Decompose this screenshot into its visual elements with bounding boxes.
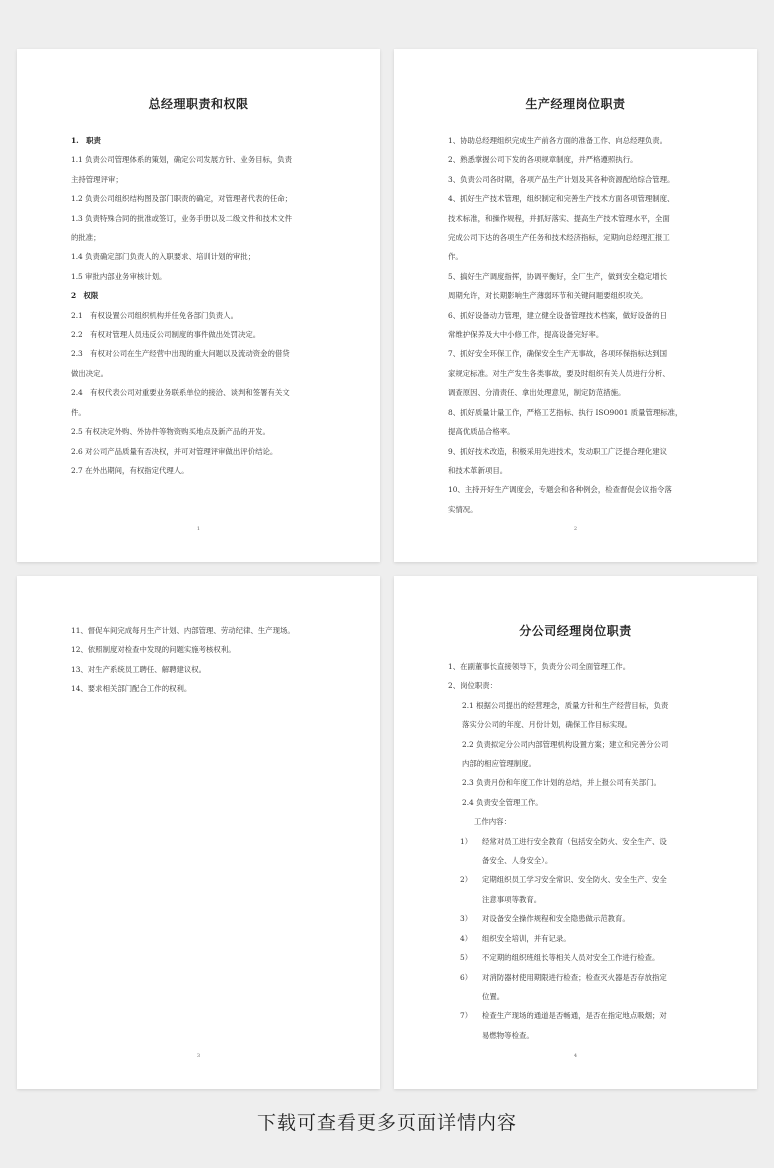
document-page-3 <box>17 576 380 1089</box>
list-item <box>448 832 709 871</box>
text-line: 技术标准，和操作规程，并抓好落实、提高生产技术管理水平，全面 <box>448 213 670 223</box>
list-item <box>448 929 709 948</box>
text-line: 7、抓好安全环保工作，确保安全生产无事故，各项环保指标达到国 <box>448 349 668 359</box>
item-text: 不定期的组织班组长等相关人员对安全工作进行检查。 <box>482 953 660 963</box>
page-number: 2 <box>573 526 578 532</box>
text-line: 工作内容： <box>474 817 511 827</box>
text-line: 2.3 有权对公司在生产经营中出现的重大问题以及流动资金的借贷 <box>71 349 290 359</box>
item-text: 定期组织员工学习安全常识、安全防火、安全生产、安全 <box>482 875 667 885</box>
text-line: 和技术革新项目。 <box>448 465 508 475</box>
text-line: 5、搞好生产调度指挥，协调平衡好，全厂生产，做到安全稳定增长 <box>448 271 668 281</box>
text-line: 9、抓好技术改造，积极采用先进技术，发动职工广泛提合理化建议 <box>448 446 668 456</box>
text-line: 2、熟悉掌握公司下发的各项规章制度，并严格遵照执行。 <box>448 155 638 165</box>
text-line: 2.4 负责安全管理工作。 <box>462 797 543 807</box>
text-line: 6、抓好设备动力管理，建立健全设备管理技术档案，做好设备的日 <box>448 310 668 320</box>
page-body <box>448 131 709 519</box>
page-number: 4 <box>573 1053 578 1059</box>
page-title: 生产经理岗位职责 <box>525 97 626 111</box>
document-page-2 <box>394 49 757 562</box>
item-text: 位置。 <box>482 991 505 1001</box>
text-line: 4、抓好生产技术管理，组织制定和完善生产技术方面各项管理制度、 <box>448 194 675 204</box>
list-item <box>448 909 709 928</box>
text-line: 家规定标准。对生产发生各类事故，要及时组织有关人员进行分析、 <box>448 368 670 378</box>
text-line: 1.1 负责公司管理体系的策划，确定公司发展方针、业务目标，负责 <box>71 155 293 165</box>
text-line: 1、协助总经理组织完成生产前各方面的准备工作、向总经理负责。 <box>448 136 668 145</box>
text-line: 完成公司下达的各项生产任务和技术经济指标，定期向总经理汇报工 <box>448 233 670 243</box>
text-line: 14、要求相关部门配合工作的权利。 <box>71 684 192 694</box>
item-text: 易燃物等检查。 <box>482 1030 534 1040</box>
page-title: 分公司经理岗位职责 <box>519 624 632 638</box>
text-line: 10、主持开好生产调度会，专题会和各种例会，检查督促会议指令落 <box>448 485 672 495</box>
page-body <box>448 657 709 1045</box>
text-line: 11、督促车间完成每月生产计划、内部管理、劳动纪律、生产现场。 <box>71 626 295 635</box>
item-text: 组织安全培训，并有记录。 <box>482 933 571 943</box>
list-item <box>448 968 709 1007</box>
page-body <box>71 621 332 699</box>
text-line: 调查原因、分清责任、拿出处理意见，制定防范措施。 <box>448 388 626 398</box>
list-item <box>448 1006 709 1045</box>
text-line: 2.3 负责月份和年度工作计划的总结，并上报公司有关部门。 <box>462 778 661 788</box>
document-page-1 <box>17 49 380 562</box>
text-line: 2.6 对公司产品质量有否决权，并可对管理评审做出评价结论。 <box>71 446 278 456</box>
item-text: 经常对员工进行安全教育（包括安全防火、安全生产、设 <box>482 836 667 846</box>
text-line: 1.3 负责特殊合同的批准或签订，业务手册以及二级文件和技术文件 <box>71 213 293 223</box>
text-line: 作。 <box>448 252 463 262</box>
text-line: 1.4 负责确定部门负责人的入职要求、培训计划的审批； <box>71 252 256 262</box>
text-line: 1.2 负责公司组织结构图及部门职责的确定，对管理者代表的任命； <box>71 194 293 204</box>
text-line: 做出决定。 <box>71 368 108 378</box>
text-line: 常维护保养及大中小修工作，提高设备完好率。 <box>448 330 604 340</box>
list-item <box>448 948 709 967</box>
text-line: 主持管理评审； <box>71 174 123 184</box>
text-line: 实情况。 <box>448 504 478 514</box>
text-line: 提高优质品合格率。 <box>448 427 515 437</box>
text-line: 2.2 有权对管理人员违反公司制度的事件做出处罚决定。 <box>71 330 261 340</box>
list-item <box>448 870 709 909</box>
section-heading: 1. 职责 <box>71 136 101 145</box>
text-line: 2、岗位职责： <box>448 681 498 691</box>
section-heading: 2 权限 <box>71 291 99 301</box>
item-text: 对设备安全操作规程和安全隐患做示范教育。 <box>482 914 630 924</box>
text-line: 周期允许，对长期影响生产薄弱环节和关键问题要组织攻关。 <box>448 291 648 301</box>
text-line: 的批准； <box>71 233 101 243</box>
text-line: 3、负责公司各时期，各项产品生产计划及其各种资源配给综合管理。 <box>448 174 675 184</box>
text-line: 2.1 根据公司提出的经营理念，质量方针和生产经营目标，负责 <box>462 700 669 710</box>
text-line: 2.7 在外出期间，有权指定代理人。 <box>71 465 189 475</box>
item-number: 5） <box>460 953 473 963</box>
item-number: 4） <box>460 933 473 943</box>
page-number: 3 <box>196 1053 201 1059</box>
document-page-4 <box>394 576 757 1089</box>
text-line: 1、在副董事长直接领导下，负责分公司全面管理工作。 <box>448 662 631 671</box>
item-text: 备安全、人身安全）。 <box>482 856 553 866</box>
text-line: 1.5 审批内部业务审核计划。 <box>71 271 167 281</box>
item-number: 7） <box>460 1011 473 1021</box>
download-prompt: 下载可查看更多页面详情内容 <box>256 1112 517 1134</box>
text-line: 2.2 负责拟定分公司内部管理机构设置方案；建立和完善分公司 <box>462 739 669 749</box>
text-line: 落实分公司的年度、月份计划，确保工作目标实现。 <box>462 720 632 730</box>
item-number: 6） <box>460 972 473 982</box>
text-line: 2.5 有权决定外购、外协件等物资购买地点及新产品的开发。 <box>71 427 270 437</box>
item-number: 2） <box>460 875 473 885</box>
text-line: 2.1 有权设置公司组织机构并任免各部门负责人。 <box>71 310 238 320</box>
text-line: 2.4 有权代表公司对重要业务联系单位的接洽、谈判和签署有关文 <box>71 388 290 398</box>
item-number: 1） <box>460 836 473 846</box>
page-number: 1 <box>196 526 201 532</box>
text-line: 13、对生产系统员工聘任、解聘建议权。 <box>71 664 207 674</box>
item-text: 对消防器材使用期限进行检查；检查灭火器是否存放指定 <box>482 972 667 982</box>
page-title: 总经理职责和权限 <box>148 97 249 111</box>
page-body <box>71 131 332 480</box>
item-text: 注意事项等教育。 <box>482 894 542 904</box>
text-line: 12、依照制度对检查中发现的问题实施考核权利。 <box>71 645 236 655</box>
text-line: 内部的相应管理制度。 <box>462 759 536 769</box>
item-number: 3） <box>460 914 473 924</box>
text-line: 件。 <box>71 407 86 417</box>
text-line: 8、抓好质量计量工作，严格工艺指标、执行 ISO9001 质量管理标准， <box>448 407 683 417</box>
item-text: 检查生产现场的通道是否畅通，是否在指定地点吸烟；对 <box>482 1011 667 1021</box>
